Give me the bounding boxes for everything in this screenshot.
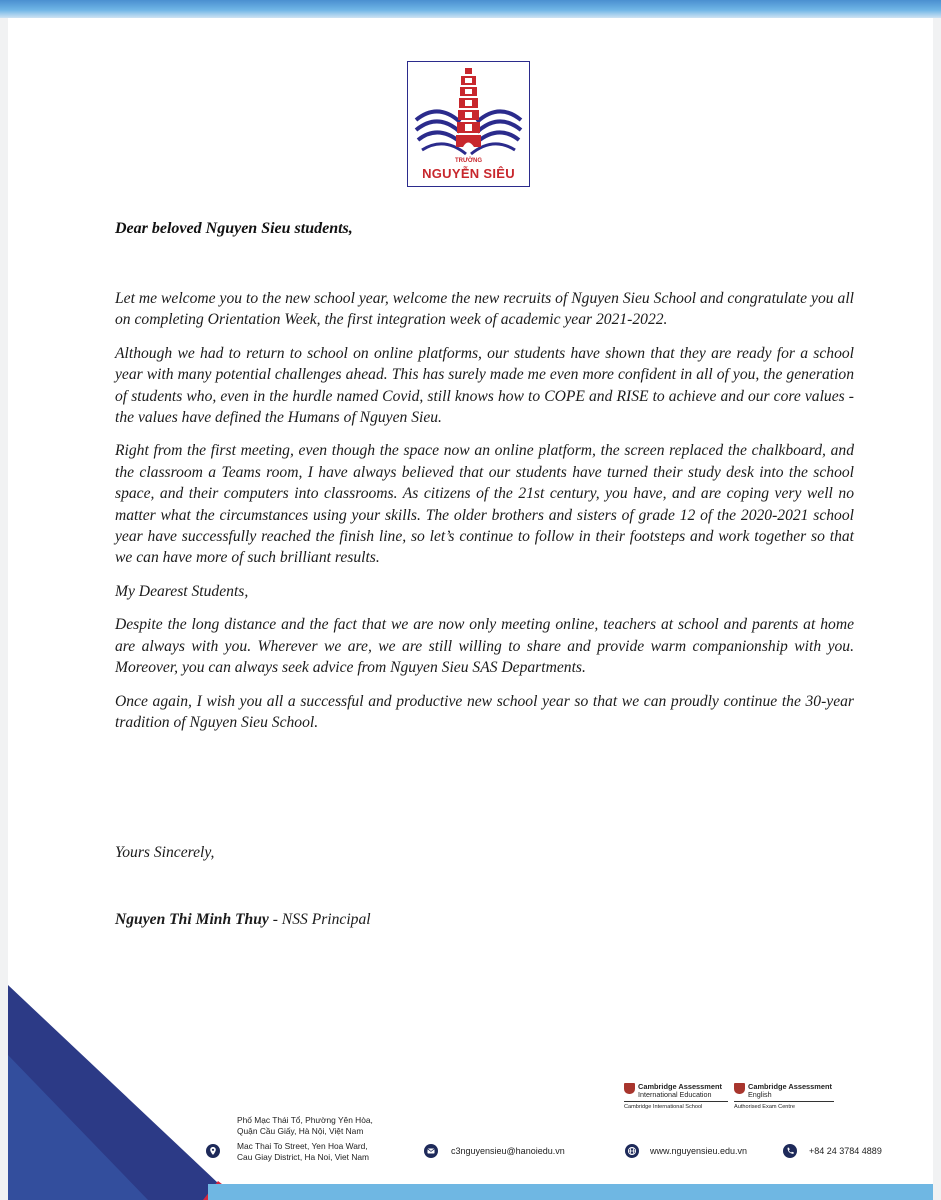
cambridge-crest-icon <box>734 1083 745 1094</box>
paragraph-online-platforms: Although we had to return to school on online platforms, our students have shown that they are ready for a school year with many potential challenges ahead. This has surely made me even more confident in all of you, the generation of students who, even in the hurdle named Covid, still knows how to COPE and RISE to achieve and our core values - the values have defined the Humans of Nguyen Sieu. <box>115 344 854 427</box>
header-color-bar <box>0 0 941 18</box>
cambridge-line1: Cambridge Assessment <box>748 1082 832 1091</box>
cambridge-rule <box>734 1101 834 1102</box>
signer-name: Nguyen Thi Minh Thuy <box>115 911 269 928</box>
email-text[interactable]: c3nguyensieu@hanoiedu.vn <box>451 1146 565 1156</box>
letter-page <box>8 18 933 1200</box>
address-english <box>237 1141 369 1163</box>
paragraph-welcome: Let me welcome you to the new school year, welcome the new recruits of Nguyen Sieu School and congratulate you all on completing Orientation Week, the first integration week of academic year 2021-2022. <box>115 290 854 329</box>
cambridge-line2: International Education <box>638 1090 712 1099</box>
cambridge-logos <box>624 1082 844 1116</box>
phone-text[interactable]: +84 24 3784 4889 <box>809 1146 882 1156</box>
logo-school-name: NGUYỄN SIÊU <box>422 166 515 181</box>
paragraph-once-again: Once again, I wish you all a successful and productive new school year so that we can proudly continue the 30-year tradition of Nguyen Sieu School. <box>115 692 854 731</box>
address-vi-line2: Quận Cầu Giấy, Hà Nội, Việt Nam <box>237 1126 364 1136</box>
letter-body <box>115 288 854 745</box>
footer-color-bar <box>208 1184 933 1200</box>
cambridge-line1: Cambridge Assessment <box>638 1082 722 1091</box>
paragraph-dearest-students: My Dearest Students, <box>115 582 249 600</box>
address-vietnamese <box>237 1115 373 1137</box>
address-en-line1: Mac Thai To Street, Yen Hoa Ward, <box>237 1141 368 1151</box>
email-icon <box>424 1144 438 1158</box>
cambridge-rule <box>624 1101 728 1102</box>
website-link[interactable]: www.nguyensieu.edu.vn <box>650 1146 748 1156</box>
logo-small-text: TRƯỜNG <box>454 158 483 164</box>
paragraph-first-meeting: Right from the first meeting, even though the space now an online platform, the screen replaced the chalkboard, and the classroom a Teams room, I have always believed that our students have turned their study desk into the school space, and their computers into classrooms. As citizens of the 21st century, you have, and are coping very well no matter what the circumstances using your skills. The older brothers and sisters of grade 12 of the 2020-2021 school year have successfully reached the finish line, so let’s continue to follow in their footsteps and work together so that we can have more of such brilliant results. <box>115 442 854 567</box>
address-vi-line1: Phố Mạc Thái Tổ, Phường Yên Hòa, <box>237 1115 373 1125</box>
phone-icon <box>783 1144 797 1158</box>
cambridge-line3: Authorised Exam Centre <box>734 1104 795 1110</box>
cambridge-line3: Cambridge International School <box>624 1104 703 1110</box>
location-pin-icon <box>206 1144 220 1158</box>
address-en-line2: Cau Giay District, Ha Noi, Viet Nam <box>237 1152 370 1162</box>
letter-closing: Yours Sincerely, <box>115 844 215 861</box>
globe-icon <box>625 1144 639 1158</box>
paragraph-long-distance: Despite the long distance and the fact that we are now only meeting online, teachers at school and parents at home are always with you. Wherever we are, we are still willing to share and provide warm companionship with you. Moreover, you can always seek advice from Nguyen Sieu SAS Departments. <box>115 616 854 677</box>
cambridge-line2: English <box>748 1090 772 1099</box>
signature-line <box>115 911 371 929</box>
signer-title: - NSS Principal <box>268 911 371 928</box>
cambridge-crest-icon <box>624 1083 635 1094</box>
school-logo <box>407 61 530 187</box>
letter-salutation: Dear beloved Nguyen Sieu students, <box>115 220 353 237</box>
corner-decoration <box>8 985 243 1200</box>
